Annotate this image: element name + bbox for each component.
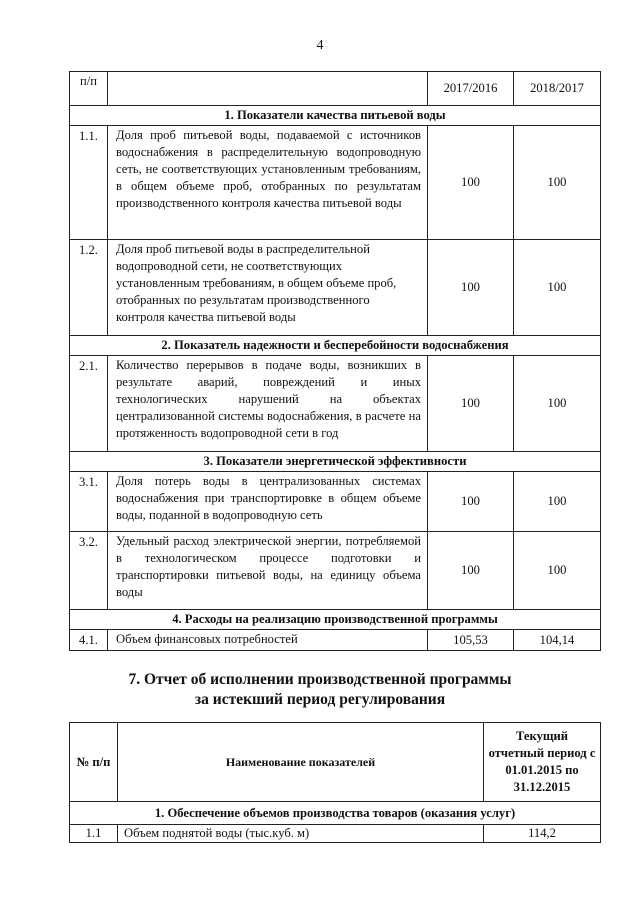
section-title-1: 1. Показатели качества питьевой воды [70,106,601,126]
table-row [70,126,601,240]
row-value-1: 100 [428,240,514,336]
row-name: Объем поднятой воды (тыс.куб. м) [118,825,484,843]
row-name: Доля проб питьевой воды, подаваемой с источников водоснабжения в распределительную водопроводную сеть, не соответствующих установленным требованиям, в общем объеме проб, отобранных по результатам производственного контроля качества питьевой воды [108,126,428,240]
row-value-2: 100 [514,240,601,336]
header-name: Наименование показателей [118,723,484,802]
header-num: № п/п [70,723,118,802]
section-title: 1. Обеспечение объемов производства товаров (оказания услуг) [70,802,601,825]
section-title-3: 3. Показатели энергетической эффективности [70,452,601,472]
row-num: 1.2. [70,240,108,336]
row-name: Удельный расход электрической энергии, потребляемой в технологическом процессе подготовки и транспортировки питьевой воды, на единицу объема воды [108,532,428,610]
header-col2: 2018/2017 [514,72,601,106]
header-name [108,72,428,106]
row-value-1: 100 [428,472,514,532]
section-row [70,802,601,825]
report-table [69,722,601,843]
page-number: 4 [316,38,324,53]
indicators-table [69,71,601,651]
table-row [70,532,601,610]
table-row [70,630,601,651]
report-table-header [70,723,601,802]
row-value-1: 100 [428,126,514,240]
section-row [70,610,601,630]
table-row [70,356,601,452]
row-value-2: 104,14 [514,630,601,651]
table-row [70,240,601,336]
section-row [70,452,601,472]
header-num: п/п [70,72,108,106]
row-value-2: 100 [514,356,601,452]
row-value-2: 100 [514,126,601,240]
row-num: 1.1 [70,825,118,843]
table-row [70,825,601,843]
report-title [0,670,640,710]
report-title-line-2: за истекший период регулирования [194,691,446,708]
header-period: Текущий отчетный период с 01.01.2015 по 31.12.2015 [484,723,601,802]
row-name: Доля проб питьевой воды в распределительной водопроводной сети, не соответствующих установленным требованиям, в общем объеме проб, отобранных по результатам производственного контроля качества питьевой воды [108,240,428,336]
row-name: Объем финансовых потребностей [108,630,428,651]
section-row [70,336,601,356]
row-value-1: 105,53 [428,630,514,651]
section-row [70,106,601,126]
section-title-4: 4. Расходы на реализацию производственной программы [70,610,601,630]
row-num: 3.2. [70,532,108,610]
table-row [70,472,601,532]
indicators-table-header [70,72,601,106]
row-value-2: 100 [514,532,601,610]
row-num: 3.1. [70,472,108,532]
row-value-1: 100 [428,356,514,452]
report-title-line-1: 7. Отчет об исполнении производственной программы [128,671,512,688]
row-value-2: 100 [514,472,601,532]
row-name: Доля потерь воды в централизованных системах водоснабжения при транспортировке в общем объеме воды, поданной в водопроводную сеть [108,472,428,532]
row-num: 1.1. [70,126,108,240]
row-value: 114,2 [484,825,601,843]
section-title-2: 2. Показатель надежности и бесперебойности водоснабжения [70,336,601,356]
row-name: Количество перерывов в подаче воды, возникших в результате аварий, повреждений и иных технологических нарушений на объектах централизованной системы водоснабжения, в расчете на протяженность водопроводной сети в год [108,356,428,452]
header-col1: 2017/2016 [428,72,514,106]
row-value-1: 100 [428,532,514,610]
row-num: 4.1. [70,630,108,651]
row-num: 2.1. [70,356,108,452]
